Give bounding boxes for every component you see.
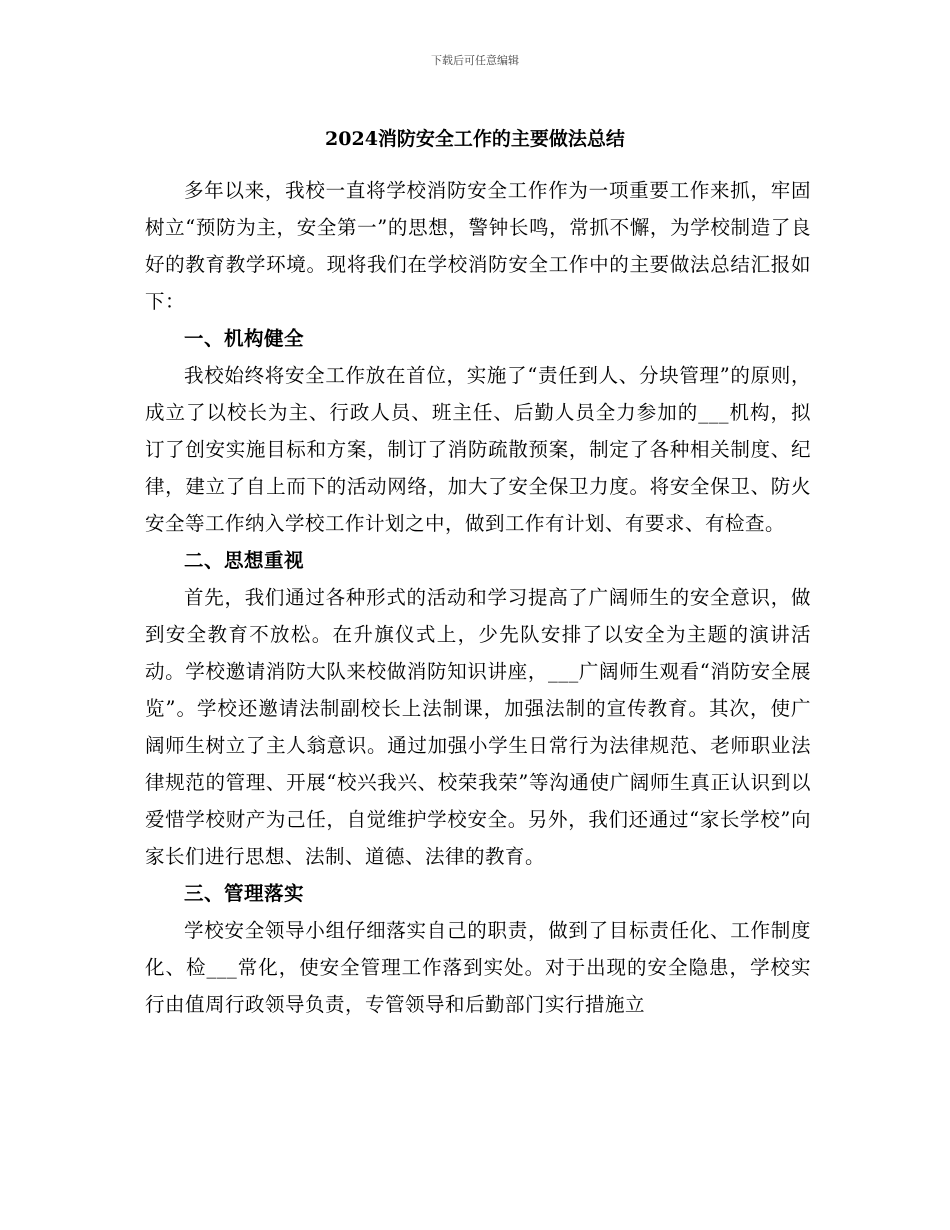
section-heading-3: 三、管理落实: [184, 882, 305, 905]
section-paragraph-2: 首先，我们通过各种形式的活动和学习提高了广阔师生的安全意识，做到安全教育不放松。在升旗仪式上，少先队安排了以安全为主题的演讲活动。学校邀请消防大队来校做消防知识讲座，___广阔师生观看“消防安全展览”。学校还邀请法制副校长上法制课，加强法制的宣传教育。其次，使广阔师生树立了主人翁意识。通过加强小学生日常行为法律规范、老师职业法律规范的管理、开展“校兴我兴、校荣我荣”等沟通使广阔师生真正认识到以爱惜学校财产为己任，自觉维护学校安全。另外，我们还通过“家长学校”向家长们进行思想、法制、道德、法律的教育。: [145, 586, 811, 868]
intro-paragraph: 多年以来，我校一直将学校消防安全工作作为一项重要工作来抓，牢固树立“预防为主，安全第一”的思想，警钟长鸣，常抓不懈，为学校制造了良好的教育教学环境。现将我们在学校消防安全工作中的主要做法总结汇报如下：: [145, 179, 811, 313]
section-paragraph-1: 我校始终将安全工作放在首位，实施了“责任到人、分块管理”的原则，成立了以校长为主、行政人员、班主任、后勤人员全力参加的___机构，拟订了创安实施目标和方案，制订了消防疏散预案，制定了各种相关制度、纪律，建立了自上而下的活动网络，加大了安全保卫力度。将安全保卫、防火安全等工作纳入学校工作计划之中，做到工作有计划、有要求、有检查。: [145, 364, 811, 535]
section-paragraph-3: 学校安全领导小组仔细落实自己的职责，做到了目标责任化、工作制度化、检___常化，使安全管理工作落到实处。对于出现的安全隐患，学校实行由值周行政领导负责，专管领导和后勤部门实行措施立: [145, 919, 811, 1016]
section-heading-1: 一、机构健全: [184, 327, 305, 350]
document-body: [145, 172, 811, 1023]
header-note: 下载后可任意编辑: [431, 54, 519, 67]
section-heading-2: 二、思想重视: [184, 549, 305, 572]
document-title: 2024消防安全工作的主要做法总结: [325, 128, 625, 150]
